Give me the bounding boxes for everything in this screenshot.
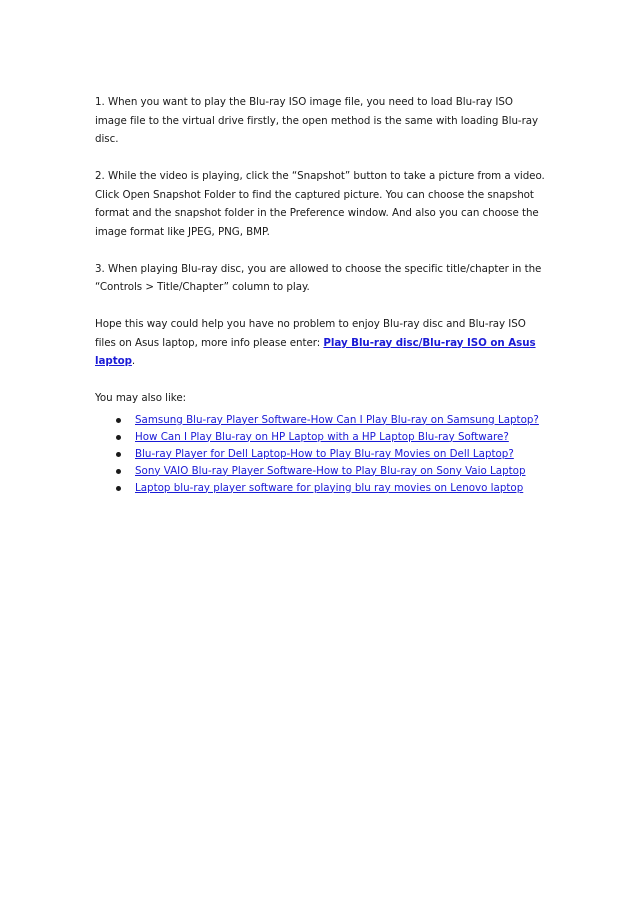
- related-links-list: [95, 412, 546, 497]
- paragraph-load-iso: 1. When you want to play the Blu-ray ISO image file, you need to load Blu-ray ISO image file to the virtual drive firstly, the open method is the same with loading Blu-ray disc.: [95, 96, 539, 145]
- list-item: [95, 446, 546, 463]
- bullet-icon: [116, 435, 121, 440]
- related-link-hp[interactable]: How Can I Play Blu-ray on HP Laptop with a HP Laptop Blu-ray Software?: [135, 430, 509, 443]
- bullet-icon: [116, 469, 121, 474]
- bullet-icon: [116, 452, 121, 457]
- list-item: [95, 463, 546, 480]
- related-link-lenovo[interactable]: Laptop blu-ray player software for playing blu ray movies on Lenovo laptop: [135, 481, 524, 494]
- paragraph-snapshot: 2. While the video is playing, click the “Snapshot” button to take a picture from a video. Click Open Snapshot Folder to find the captured picture. You can choose the snapshot format and the snapshot folder in the Preference window. And also you can choose the image format like JPEG, PNG, BMP.: [95, 170, 545, 238]
- bullet-icon: [116, 418, 121, 423]
- conclusion-end: .: [131, 355, 136, 367]
- conclusion-text: Hope this way could help you have no problem to enjoy Blu-ray disc and Blu-ray ISO files on Asus laptop, more info please enter:: [95, 318, 526, 349]
- list-item: [95, 480, 546, 497]
- also-like-label: You may also like:: [95, 392, 187, 404]
- related-link-dell[interactable]: Blu-ray Player for Dell Laptop-How to Play Blu-ray Movies on Dell Laptop?: [135, 447, 514, 460]
- related-link-sony[interactable]: Sony VAIO Blu-ray Player Software-How to Play Blu-ray on Sony Vaio Laptop: [135, 464, 526, 477]
- paragraph-conclusion: [95, 315, 546, 371]
- paragraph-title-chapter: 3. When playing Blu-ray disc, you are allowed to choose the specific title/chapter in the “Controls > Title/Chapter” column to play.: [95, 262, 542, 293]
- list-item: [95, 412, 546, 429]
- bullet-icon: [116, 486, 121, 491]
- list-item: [95, 429, 546, 446]
- asus-bluray-link[interactable]: Play Blu-ray disc/Blu-ray ISO on Asus laptop: [95, 336, 536, 367]
- related-link-samsung[interactable]: Samsung Blu-ray Player Software-How Can I Play Blu-ray on Samsung Laptop?: [135, 413, 539, 426]
